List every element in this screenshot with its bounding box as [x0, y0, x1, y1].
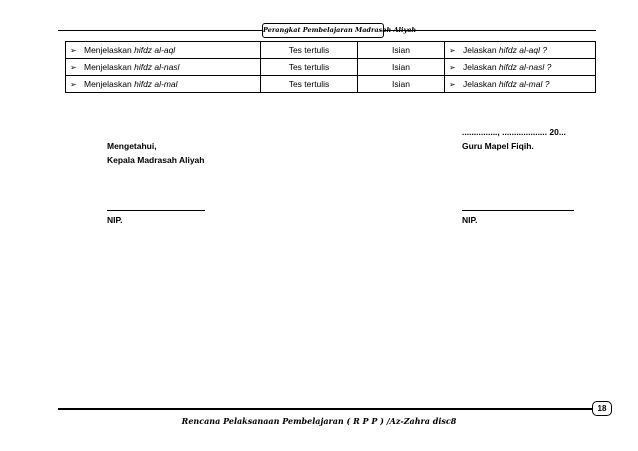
- footer-text: Rencana Pelaksanaan Pembelajaran ( R P P ) /Az-Zahra disc8: [181, 416, 457, 426]
- table-row: [66, 59, 596, 76]
- form-cell: Isian: [358, 42, 445, 59]
- instrument-cell: ➢ Jelaskan hifdz al-nasl ?: [445, 59, 596, 76]
- arrow-bullet-icon: ➢: [70, 80, 77, 89]
- left-nip: NIP.: [107, 215, 123, 225]
- instrument-cell: ➢ Jelaskan hifdz al-mal ?: [445, 76, 596, 93]
- assessment-table: [65, 41, 596, 93]
- teacher-title: Guru Mapel Fiqih.: [462, 141, 534, 151]
- right-nip: NIP.: [462, 215, 478, 225]
- form-cell: Isian: [358, 59, 445, 76]
- instrument-cell: ➢ Jelaskan hifdz al-aql ?: [445, 42, 596, 59]
- technique-cell: Tes tertulis: [261, 59, 358, 76]
- headmaster-title: Kepala Madrasah Aliyah: [107, 155, 205, 165]
- left-signature-title: [107, 139, 204, 167]
- acknowledged-label: Mengetahui,: [107, 141, 157, 151]
- right-signature-line: [462, 210, 574, 211]
- left-signature-line: [107, 210, 205, 211]
- page-number: 18: [592, 401, 612, 416]
- header-title: Perangkat Pembelajaran Madrasah Aliyah: [262, 23, 384, 38]
- arrow-bullet-icon: ➢: [70, 46, 77, 55]
- indicator-cell: ➢ Menjelaskan hifdz al-mal: [66, 76, 261, 93]
- indicator-cell: ➢ Menjelaskan hifdz al-nasl: [66, 59, 261, 76]
- table-row: [66, 76, 596, 93]
- technique-cell: Tes tertulis: [261, 76, 358, 93]
- date-line: ..............., ................... 20...: [462, 127, 566, 137]
- technique-cell: Tes tertulis: [261, 42, 358, 59]
- table-row: [66, 42, 596, 59]
- indicator-cell: ➢ Menjelaskan hifdz al-aql: [66, 42, 261, 59]
- arrow-bullet-icon: ➢: [449, 63, 456, 72]
- arrow-bullet-icon: ➢: [449, 80, 456, 89]
- arrow-bullet-icon: ➢: [449, 46, 456, 55]
- arrow-bullet-icon: ➢: [70, 63, 77, 72]
- form-cell: Isian: [358, 76, 445, 93]
- footer-rule: [58, 408, 593, 410]
